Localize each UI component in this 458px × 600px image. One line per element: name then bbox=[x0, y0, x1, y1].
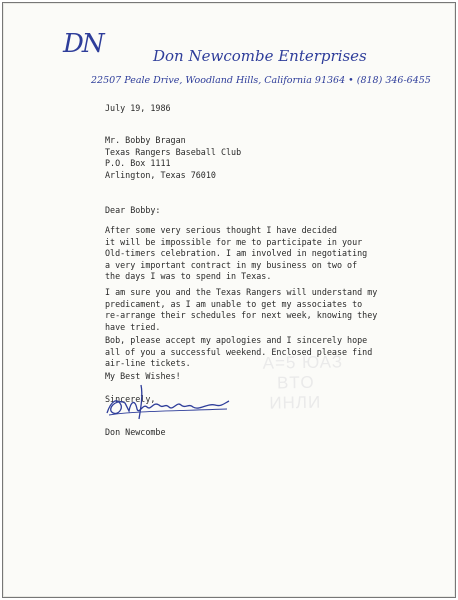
body-line: re-arrange their schedules for next week, knowing they bbox=[105, 310, 378, 321]
letterhead-company: Don Newcombe Enterprises bbox=[153, 47, 367, 65]
body-line: a very important contract in my business on two of bbox=[105, 259, 358, 270]
letterhead-monogram: DN bbox=[63, 29, 103, 59]
salutation: Dear Bobby: bbox=[105, 205, 161, 215]
body-line: the days I was to spend in Texas. bbox=[105, 271, 272, 282]
signer-name: Don Newcombe bbox=[105, 427, 166, 437]
letter-page bbox=[2, 2, 456, 598]
recipient-line: Arlington, Texas 76010 bbox=[105, 169, 216, 180]
body-paragraph-3 bbox=[105, 335, 372, 370]
bleed-through-text: A=5 ЮАЗ BTO ИНЛИ bbox=[262, 352, 344, 413]
body-line: have tried. bbox=[105, 321, 161, 332]
body-line: Bob, please accept my apologies and I sincerely hope bbox=[105, 335, 368, 345]
body-line: predicament, as I am unable to get my associates to bbox=[105, 298, 363, 309]
best-wishes: My Best Wishes! bbox=[105, 371, 181, 381]
body-paragraph-2 bbox=[105, 287, 377, 333]
letter-date: July 19, 1986 bbox=[105, 103, 171, 113]
letterhead-address: 22507 Peale Drive, Woodland Hills, California 91364 • (818) 346-6455 bbox=[91, 75, 431, 86]
recipient-line: P.O. Box 1111 bbox=[105, 158, 171, 169]
body-paragraph-1 bbox=[105, 225, 367, 283]
handwritten-signature bbox=[103, 381, 233, 425]
recipient-line: Texas Rangers Baseball Club bbox=[105, 146, 242, 157]
body-line: I am sure you and the Texas Rangers will understand my bbox=[105, 287, 378, 297]
body-line: air-line tickets. bbox=[105, 358, 191, 369]
body-line: After some very serious thought I have decided bbox=[105, 225, 337, 235]
closing: Sincerely, bbox=[105, 394, 156, 404]
body-line: Old-timers celebration. I am involved in negotiating bbox=[105, 248, 368, 259]
body-line: all of you a successful weekend. Enclosed please find bbox=[105, 346, 373, 357]
body-line: it will be impossible for me to participate in your bbox=[105, 236, 363, 247]
recipient-line: Mr. Bobby Bragan bbox=[105, 135, 186, 145]
recipient-block bbox=[105, 135, 241, 181]
